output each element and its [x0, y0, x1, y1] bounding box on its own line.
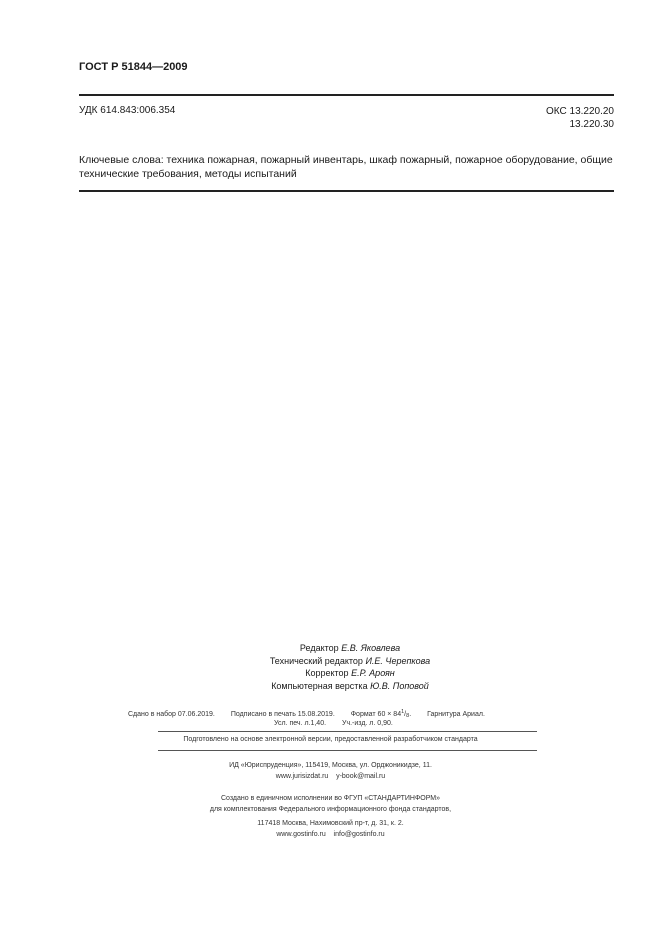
- layout-label: Компьютерная верстка: [271, 680, 368, 691]
- oks-line-2: 13.220.30: [569, 119, 614, 130]
- corrector-line: [200, 667, 500, 680]
- oks-code: [546, 105, 614, 131]
- publication-details-line-1: [128, 709, 485, 719]
- corrector-name: Е.Р. Ароян: [351, 668, 395, 678]
- print-sheets: Усл. печ. л.1,40.: [274, 720, 327, 727]
- editor-name: Е.В. Яковлева: [341, 643, 401, 653]
- imprint-divider-top: [158, 731, 537, 732]
- tech-editor-name: И.Е. Черепкова: [365, 655, 431, 666]
- tech-editor-line: [200, 655, 500, 668]
- standartinform-contacts: www.gostinfo.ru info@gostinfo.ru: [276, 831, 385, 838]
- oks-line-1: ОКС 13.220.20: [546, 106, 614, 117]
- editor-label: Редактор: [299, 643, 339, 653]
- standard-code: ГОСТ Р 51844—2009: [79, 61, 188, 73]
- udk-code: УДК 614.843:006.354: [79, 105, 176, 116]
- keywords-divider: [79, 190, 614, 192]
- standartinform-address: 117418 Москва, Нахимовский пр-т, д. 31, к. 2.: [257, 820, 404, 827]
- tech-editor-label: Технический редактор: [269, 655, 363, 666]
- signed-date: Подписано в печать 15.08.2019.: [230, 711, 335, 718]
- paper-format: Формат $60 \times 84^1/_8$.: [350, 709, 412, 719]
- publication-details-line-2: [274, 720, 393, 727]
- editor-line: [200, 642, 500, 655]
- publisher-sheets: Уч.-изд. л. 0,90.: [342, 720, 393, 727]
- submitted-date: Сдано в набор 07.06.2019.: [128, 711, 215, 718]
- imprint-divider-bottom: [158, 750, 537, 751]
- layout-name: Ю.В. Поповой: [370, 680, 429, 691]
- publisher-address: ИД «Юриспруденция», 115419, Москва, ул. Орджоникидзе, 11.: [229, 762, 432, 769]
- standartinform-line-1: Создано в единичном исполнении во ФГУП «СТАНДАРТИНФОРМ»: [220, 795, 441, 802]
- publisher-contacts: www.jurisizdat.ru y-book@mail.ru: [275, 773, 386, 780]
- typeface: Гарнитура Ариал.: [427, 711, 485, 718]
- editorial-credits: [200, 642, 500, 692]
- corrector-label: Корректор: [305, 668, 349, 678]
- prepared-note: Подготовлено на основе электронной версии, предоставленной разработчиком стандарта: [183, 736, 478, 743]
- layout-line: [200, 680, 500, 693]
- keywords-paragraph: Ключевые слова: техника пожарная, пожарный инвентарь, шкаф пожарный, пожарное оборудование, общие технические требования, методы испытаний: [79, 154, 613, 180]
- standartinform-line-2: для комплектования Федерального информационного фонда стандартов,: [209, 806, 452, 813]
- top-divider: [79, 94, 614, 96]
